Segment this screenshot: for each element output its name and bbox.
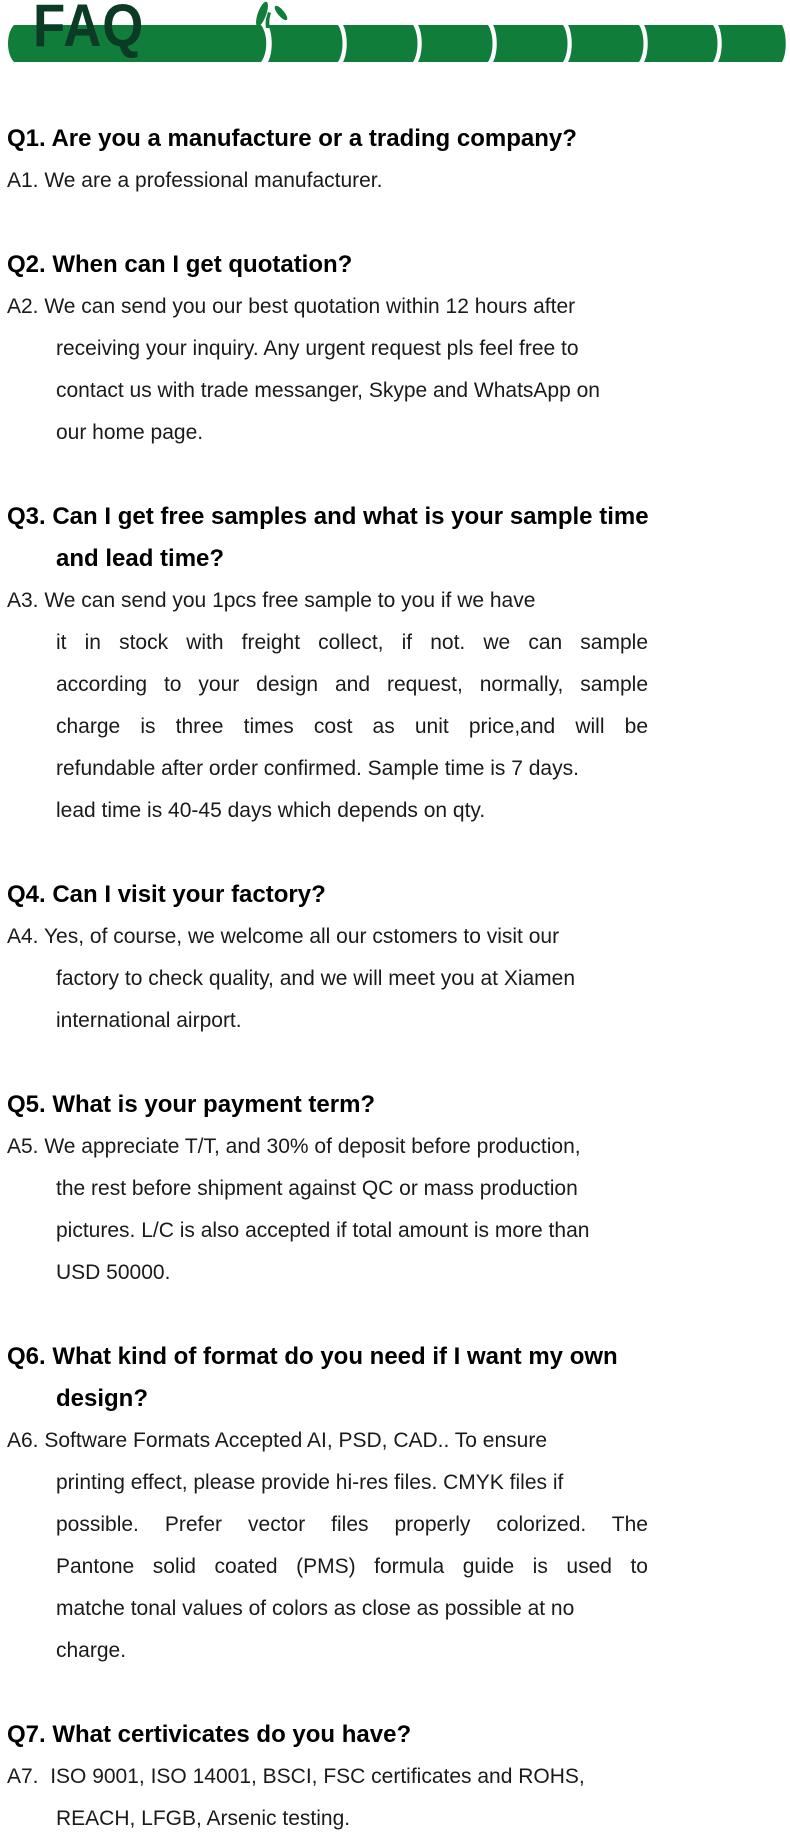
bamboo-segment [343, 25, 418, 62]
answer-line: A2. We can send you our best quotation within 12 hours after [7, 295, 576, 318]
answer-line: our home page. [56, 421, 204, 444]
answer-line: refundable after order confirmed. Sample time is 7 days. [56, 757, 579, 780]
bamboo-segment [568, 25, 644, 62]
faq-item-q7 [7, 1714, 790, 1840]
answer-line: A5. We appreciate T/T, and 30% of deposit before production, [7, 1135, 581, 1158]
answer-line: printing effect, please provide hi-res files. CMYK files if [56, 1471, 564, 1494]
faq-item-q2 [7, 244, 790, 454]
faq-item-q1 [7, 118, 790, 202]
faq-banner [0, 0, 790, 70]
question-line: Q2. When can I get quotation? [7, 251, 353, 278]
question-line: Q1. Are you a manufacture or a trading company? [7, 125, 577, 152]
answer-line: contact us with trade messanger, Skype and WhatsApp on [56, 379, 600, 402]
bamboo-segment [718, 25, 786, 62]
question-line: Q6. What kind of format do you need if I want my own [7, 1343, 618, 1370]
answer-line: A1. We are a professional manufacturer. [7, 169, 383, 192]
faq-item-q6 [7, 1336, 790, 1672]
answer-line: possible. Prefer vector files properly colorized. The [56, 1513, 648, 1536]
answer-line: A7. ISO 9001, ISO 14001, BSCI, FSC certificates and ROHS, [7, 1765, 585, 1788]
question-line: Q4. Can I visit your factory? [7, 881, 326, 908]
question-line: design? [56, 1385, 149, 1412]
answer-line: matche tonal values of colors as close as possible at no [56, 1597, 575, 1620]
answer-line: Pantone solid coated (PMS) formula guide is used to [56, 1555, 648, 1578]
question-line: Q3. Can I get free samples and what is your sample time [7, 503, 649, 530]
answer-line: A4. Yes, of course, we welcome all our cstomers to visit our [7, 925, 560, 948]
bamboo-leaf-icon [273, 4, 289, 22]
answer-line: factory to check quality, and we will meet you at Xiamen [56, 967, 576, 990]
answer-line: receiving your inquiry. Any urgent request pls feel free to [56, 337, 579, 360]
answer-line: USD 50000. [56, 1261, 171, 1284]
answer-line: the rest before shipment against QC or mass production [56, 1177, 578, 1200]
bamboo-segment [418, 25, 493, 62]
answer-line: pictures. L/C is also accepted if total amount is more than [56, 1219, 590, 1242]
bamboo-segment [644, 25, 718, 62]
answer-line: lead time is 40-45 days which depends on qty. [56, 799, 486, 822]
question-line: Q5. What is your payment term? [7, 1091, 376, 1118]
answer-line: A3. We can send you 1pcs free sample to you if we have [7, 589, 536, 612]
answer-line: charge. [56, 1639, 127, 1662]
answer-line: charge is three times cost as unit price,and will be [56, 715, 648, 738]
bamboo-segment [493, 25, 568, 62]
faq-item-q5 [7, 1084, 790, 1294]
answer-line: REACH, LFGB, Arsenic testing. [56, 1807, 351, 1830]
answer-line: according to your design and request, normally, sample [56, 673, 648, 696]
answer-line: it in stock with freight collect, if not. we can sample [56, 631, 648, 654]
faq-list [0, 70, 790, 1840]
answer-line: international airport. [56, 1009, 242, 1032]
faq-item-q3 [7, 496, 790, 832]
bamboo-segment [268, 25, 343, 62]
question-line: Q7. What certivicates do you have? [7, 1721, 412, 1748]
page-title: FAQ [33, 0, 145, 59]
question-line: and lead time? [56, 545, 225, 572]
answer-line: A6. Software Formats Accepted AI, PSD, CAD.. To ensure [7, 1429, 548, 1452]
faq-item-q4 [7, 874, 790, 1042]
